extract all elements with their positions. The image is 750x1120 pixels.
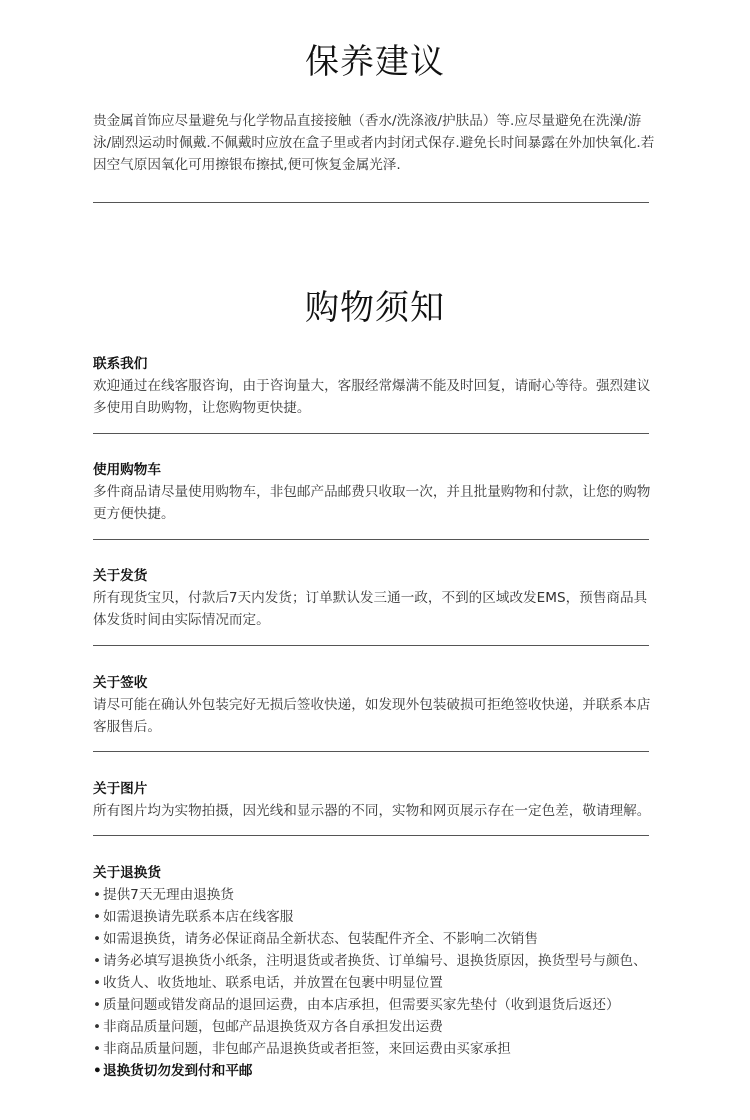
list-item: • 质量问题或错发商品的退回运费，由本店承担，但需要买家先垫付（收到退货后返还） — [93, 994, 655, 1016]
list-item: • 提供7天无理由退换货 — [93, 884, 655, 906]
divider — [93, 751, 649, 752]
bullet: • — [93, 975, 102, 991]
section-body: 所有图片均为实物拍摄，因光线和显示器的不同，实物和网页展示存在一定色差，敬请理解。 — [93, 803, 651, 819]
section-cart — [93, 459, 655, 525]
section-heading: 关于退换货 — [93, 865, 161, 881]
section-body: 请尽可能在确认外包装完好无损后签收快递，如发现外包装破损可拒绝签收快递，并联系本店客服售后。 — [93, 697, 651, 735]
section-contact — [93, 353, 655, 419]
bullet: • — [93, 887, 102, 903]
list-item: •退换货切勿发到付和平邮 — [93, 1060, 655, 1082]
section-images — [93, 778, 663, 822]
section-shipping — [93, 565, 655, 631]
divider — [93, 835, 649, 836]
bullet: • — [93, 1019, 102, 1035]
section-heading: 关于图片 — [93, 781, 148, 797]
list-item: • 请务必填写退换货小纸条，注明退货或者换货、订单编号、退换货原因，换货型号与颜色、 — [93, 950, 655, 972]
section-receipt — [93, 672, 655, 738]
divider — [93, 645, 649, 646]
section-body: 多件商品请尽量使用购物车，非包邮产品邮费只收取一次，并且批量购物和付款，让您的购物更方便快捷。 — [93, 484, 651, 522]
bullet: • — [93, 1041, 102, 1057]
bullet: • — [93, 931, 102, 947]
section-heading: 关于签收 — [93, 675, 148, 691]
list-item: • 如需退换货，请务必保证商品全新状态、包装配件齐全、不影响二次销售 — [93, 928, 655, 950]
section-returns — [93, 862, 655, 1082]
section-heading: 使用购物车 — [93, 462, 161, 478]
section-body: 所有现货宝贝，付款后7天内发货；订单默认发三通一政，不到的区域改发EMS，预售商品具体发货时间由实际情况而定。 — [93, 590, 648, 628]
bullet: • — [93, 1063, 102, 1079]
bullet: • — [93, 997, 102, 1013]
section-body: 欢迎通过在线客服咨询，由于咨询量大，客服经常爆满不能及时回复，请耐心等待。强烈建议多使用自助购物，让您购物更快捷。 — [93, 378, 651, 416]
divider — [93, 202, 649, 203]
list-item: • 如需退换请先联系本店在线客服 — [93, 906, 655, 928]
bullet: • — [93, 953, 102, 969]
list-item: • 非商品质量问题，包邮产品退换货双方各自承担发出运费 — [93, 1016, 655, 1038]
section-heading: 关于发货 — [93, 568, 148, 584]
care-title: 保养建议 — [305, 42, 445, 82]
divider — [93, 433, 649, 434]
shopping-title: 购物须知 — [305, 288, 445, 328]
returns-list — [93, 884, 655, 1082]
list-item: • 收货人、收货地址、联系电话，并放置在包裹中明显位置 — [93, 972, 655, 994]
care-text: 贵金属首饰应尽量避免与化学物品直接接触（香水/洗涤液/护肤品）等.应尽量避免在洗澡/游泳/剧烈运动时佩戴.不佩戴时应放在盒子里或者内封闭式保存.避免长时间暴露在外加快氧化.若因空气原因氧化可用擦银布擦拭,便可恢复金属光泽. — [93, 113, 655, 173]
section-heading: 联系我们 — [93, 356, 148, 372]
list-item: • 非商品质量问题，非包邮产品退换货或者拒签，来回运费由买家承担 — [93, 1038, 655, 1060]
divider — [93, 539, 649, 540]
bullet: • — [93, 909, 102, 925]
